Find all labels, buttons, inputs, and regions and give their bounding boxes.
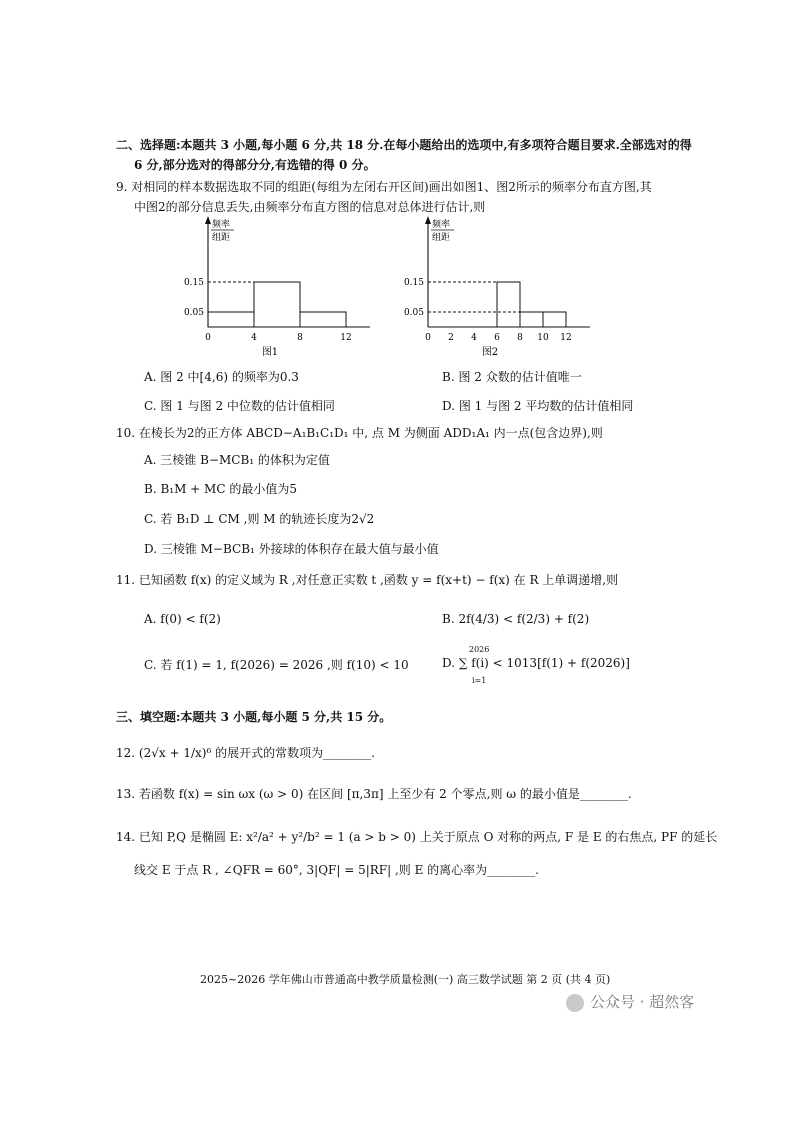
histogram-bar	[497, 282, 520, 327]
q11-option-c: C. 若 f(1) = 1, f(2026) = 2026 ,则 f(10) < 10	[144, 658, 409, 672]
x-tick-label: 12	[560, 333, 572, 343]
q11-option-b: B. 2f(4/3) < f(2/3) + f(2)	[442, 612, 590, 626]
x-tick-label: 8	[517, 333, 523, 343]
y-tick-label: 0.05	[183, 308, 204, 318]
q11-option-d-sum-lower: i=1	[472, 676, 487, 685]
section2-title: 二、选择题:本题共 3 小题,每小题 6 分,共 18 分.在每小题给出的选项中,有多项符合题目要求.全部选对的得	[116, 138, 692, 152]
q10-option-d: D. 三棱锥 M−BCB₁ 外接球的体积存在最大值与最小值	[144, 542, 439, 556]
histogram-bar	[543, 312, 566, 327]
figure-caption: 图2	[481, 347, 499, 358]
q12-text: 12. (2√x + 1/x)⁶ 的展开式的常数项为________.	[116, 746, 375, 760]
q9-stem-line2: 中图2的部分信息丢失,由频率分布直方图的信息对总体进行估计,则	[134, 200, 486, 214]
q11-option-d-sum-upper: 2026	[469, 645, 490, 654]
watermark-text: 公众号 · 超然客	[590, 993, 695, 1011]
y-axis-arrow	[425, 216, 431, 224]
q9-option-d: D. 图 1 与图 2 平均数的估计值相同	[442, 399, 634, 413]
y-label-top: 频率	[432, 220, 451, 230]
x-tick-label: 8	[297, 333, 303, 343]
y-label-top: 频率	[212, 220, 231, 230]
x-tick-label: 0	[205, 333, 211, 343]
section2-title-cont: 6 分,部分选对的得部分分,有选错的得 0 分。	[134, 158, 376, 172]
histogram-bar	[300, 312, 346, 327]
x-tick-label: 10	[537, 333, 549, 343]
q11-stem: 11. 已知函数 f(x) 的定义域为 R ,对任意正实数 t ,函数 y = f(x+t) − f(x) 在 R 上单调递增,则	[116, 573, 619, 587]
histogram-bar	[520, 312, 543, 327]
q9-option-b: B. 图 2 众数的估计值唯一	[442, 370, 582, 384]
histogram-figure-1	[180, 212, 370, 362]
q9-option-c: C. 图 1 与图 2 中位数的估计值相同	[144, 399, 335, 413]
q10-stem: 10. 在棱长为2的正方体 ABCD−A₁B₁C₁D₁ 中, 点 M 为侧面 ADD₁A₁ 内一点(包含边界),则	[116, 426, 603, 440]
q10-option-a: A. 三棱锥 B−MCB₁ 的体积为定值	[144, 453, 330, 467]
figure-caption: 图1	[261, 347, 279, 358]
y-label-bottom: 组距	[212, 233, 231, 243]
q10-option-b: B. B₁M + MC 的最小值为5	[144, 482, 297, 496]
q13-text: 13. 若函数 f(x) = sin ωx (ω > 0) 在区间 [π,3π] 上至少有 2 个零点,则 ω 的最小值是________.	[116, 787, 632, 801]
watermark	[566, 991, 694, 1012]
q10-option-c: C. 若 B₁D ⊥ CM ,则 M 的轨迹长度为2√2	[144, 512, 375, 526]
x-tick-label: 4	[251, 333, 257, 343]
y-axis-arrow	[205, 216, 211, 224]
y-label-bottom: 组距	[432, 233, 451, 243]
q11-option-d: D. ∑ f(i) < 1013[f(1) + f(2026)]	[442, 656, 630, 670]
section3-title: 三、填空题:本题共 3 小题,每小题 5 分,共 15 分。	[116, 710, 392, 724]
y-tick-label: 0.15	[403, 278, 424, 288]
q11-option-a: A. f(0) < f(2)	[144, 612, 221, 626]
histogram-figure-2	[400, 212, 590, 362]
q9-stem-line1: 9. 对相同的样本数据选取不同的组距(每组为左闭右开区间)画出如图1、图2所示的频率分布直方图,其	[116, 180, 652, 194]
page-footer: 2025~2026 学年佛山市普通高中教学质量检测(一) 高三数学试题 第 2 页 (共 4 页)	[200, 973, 611, 986]
x-tick-label: 0	[425, 333, 431, 343]
x-tick-label: 2	[448, 333, 454, 343]
x-tick-label: 6	[494, 333, 500, 343]
y-tick-label: 0.15	[183, 278, 204, 288]
wechat-icon	[566, 994, 584, 1012]
histogram-bar	[208, 312, 254, 327]
x-tick-label: 12	[340, 333, 352, 343]
x-tick-label: 4	[471, 333, 477, 343]
q14-line2: 线交 E 于点 R , ∠QFR = 60°, 3|QF| = 5|RF| ,则 E 的离心率为________.	[134, 863, 540, 877]
q9-option-a: A. 图 2 中[4,6) 的频率为0.3	[144, 370, 299, 384]
q14-line1: 14. 已知 P,Q 是椭圆 E: x²/a² + y²/b² = 1 (a > b > 0) 上关于原点 O 对称的两点, F 是 E 的右焦点, PF 的延长	[116, 830, 718, 844]
y-tick-label: 0.05	[403, 308, 424, 318]
histogram-bar	[254, 282, 300, 327]
